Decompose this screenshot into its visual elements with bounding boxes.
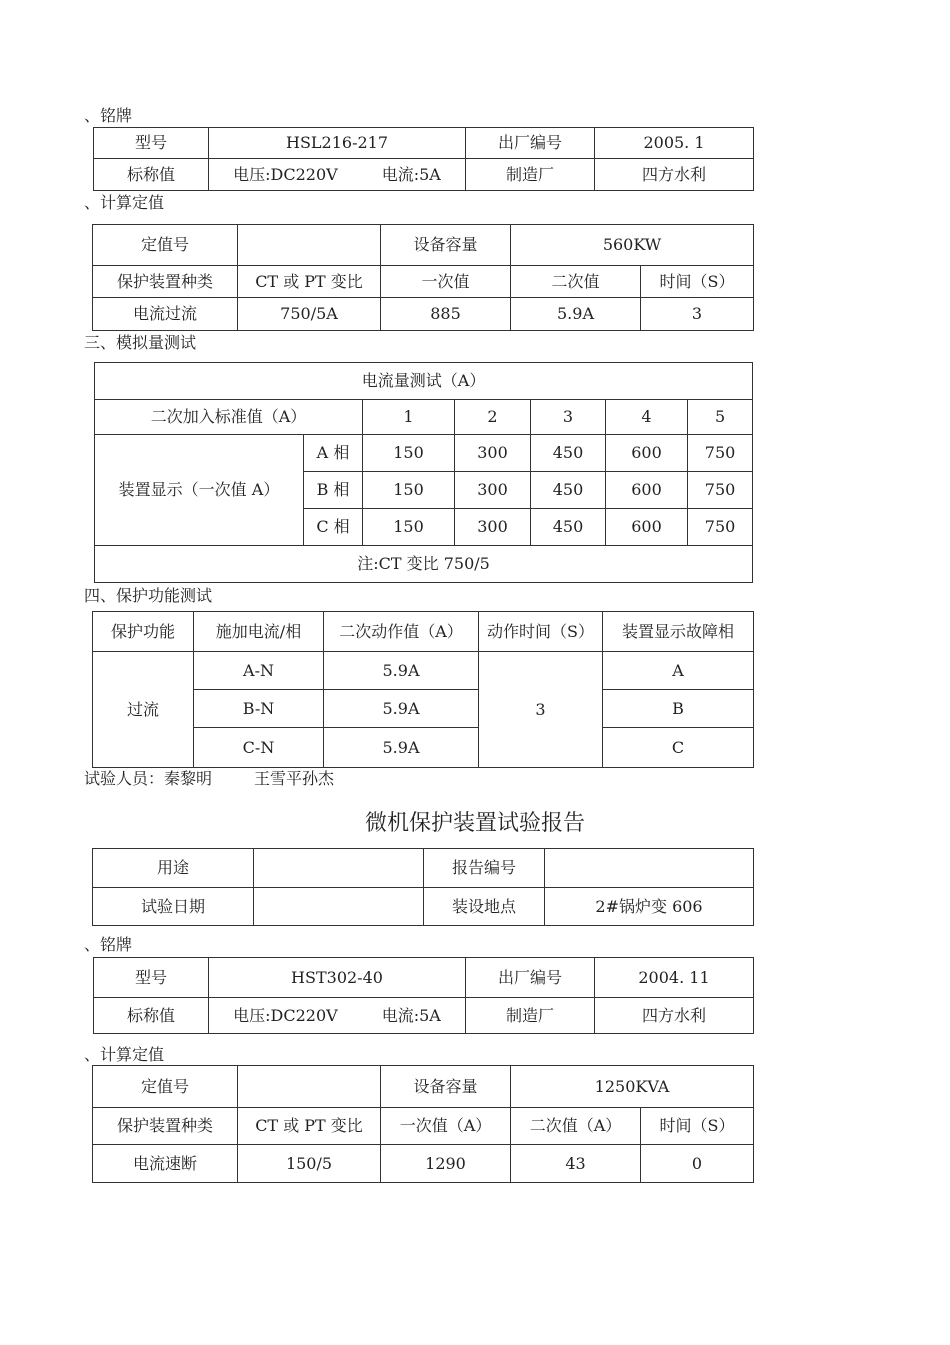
testers-line <box>84 769 334 789</box>
capacity-label: 设备容量 <box>381 225 511 266</box>
calc-header: 二次值 <box>511 266 641 298</box>
calc-cell: 0 <box>641 1145 754 1183</box>
reading-cell: 150 <box>363 509 455 546</box>
serial-label: 出厂编号 <box>466 958 595 998</box>
phase-label: B 相 <box>304 472 363 509</box>
calc-heading-2: 、计算定值 <box>84 1045 165 1064</box>
current-value: 电流:5A <box>381 1005 441 1025</box>
reading-cell: 300 <box>455 435 531 472</box>
standard-value-label: 二次加入标准值（A） <box>95 400 363 435</box>
nameplate-table <box>93 127 754 191</box>
fault-phase-cell: C <box>603 728 754 768</box>
action-time-cell: 3 <box>479 652 603 768</box>
test-point: 3 <box>531 400 606 435</box>
nameplate-heading-2: 、铭牌 <box>84 935 133 954</box>
calc-header: CT 或 PT 变比 <box>238 1108 381 1145</box>
test-date-value <box>254 888 424 926</box>
reading-cell: 450 <box>531 509 606 546</box>
nameplate-table-2 <box>93 957 754 1034</box>
setting-no-label: 定值号 <box>93 1066 238 1108</box>
test-point: 5 <box>688 400 753 435</box>
calc-cell: 43 <box>511 1145 641 1183</box>
display-label: 装置显示（一次值 A） <box>95 435 304 546</box>
protect-header: 动作时间（S） <box>479 612 603 652</box>
phase-cell: C-N <box>194 728 324 768</box>
calc-heading: 、计算定值 <box>84 193 165 212</box>
calc-header: 二次值（A） <box>511 1108 641 1145</box>
calc-header: 一次值 <box>381 266 511 298</box>
phase-label: C 相 <box>304 509 363 546</box>
test-point: 4 <box>606 400 688 435</box>
capacity-label: 设备容量 <box>381 1066 511 1108</box>
fault-phase-cell: A <box>603 652 754 690</box>
reading-cell: 750 <box>688 435 753 472</box>
calc-cell: 电流过流 <box>93 298 238 331</box>
calc-header: CT 或 PT 变比 <box>238 266 381 298</box>
report-header-table <box>92 848 754 926</box>
reading-cell: 300 <box>455 509 531 546</box>
reading-cell: 600 <box>606 472 688 509</box>
analog-table <box>94 362 753 583</box>
model-label: 型号 <box>94 128 209 159</box>
fault-phase-cell: B <box>603 690 754 728</box>
calc-table-2 <box>92 1065 754 1183</box>
action-value-cell: 5.9A <box>324 728 479 768</box>
calc-cell: 3 <box>641 298 754 331</box>
voltage-value: 电压:DC220V <box>233 1005 338 1025</box>
calc-header: 时间（S） <box>641 1108 754 1145</box>
rated-label: 标称值 <box>94 998 209 1034</box>
reading-cell: 750 <box>688 472 753 509</box>
serial-label: 出厂编号 <box>466 128 595 159</box>
report-no-label: 报告编号 <box>424 849 545 888</box>
testers-names: 王雪平孙杰 <box>254 769 335 788</box>
rated-value <box>209 998 466 1034</box>
testers-label: 试验人员：秦黎明 <box>84 769 213 788</box>
calc-cell: 1290 <box>381 1145 511 1183</box>
phase-label: A 相 <box>304 435 363 472</box>
analog-heading: 三、模拟量测试 <box>84 333 197 352</box>
analog-title: 电流量测试（A） <box>95 363 753 400</box>
calc-cell: 150/5 <box>238 1145 381 1183</box>
test-date-label: 试验日期 <box>93 888 254 926</box>
calc-cell: 5.9A <box>511 298 641 331</box>
test-point: 2 <box>455 400 531 435</box>
reading-cell: 750 <box>688 509 753 546</box>
action-value-cell: 5.9A <box>324 690 479 728</box>
phase-cell: B-N <box>194 690 324 728</box>
ct-ratio-note: 注:CT 变比 750/5 <box>95 546 753 583</box>
protect-heading: 四、保护功能测试 <box>84 586 213 605</box>
action-value-cell: 5.9A <box>324 652 479 690</box>
reading-cell: 150 <box>363 472 455 509</box>
location-label: 装设地点 <box>424 888 545 926</box>
current-value: 电流:5A <box>381 164 441 184</box>
setting-no-label: 定值号 <box>93 225 238 266</box>
reading-cell: 450 <box>531 472 606 509</box>
serial-value: 2005. 1 <box>595 128 754 159</box>
nameplate-heading: 、铭牌 <box>84 106 133 125</box>
function-cell: 过流 <box>93 652 194 768</box>
model-label: 型号 <box>94 958 209 998</box>
calc-table <box>92 224 754 331</box>
rated-label: 标称值 <box>94 159 209 191</box>
calc-header: 一次值（A） <box>381 1108 511 1145</box>
protect-header: 施加电流/相 <box>194 612 324 652</box>
capacity-value: 560KW <box>511 225 754 266</box>
calc-header: 保护装置种类 <box>93 266 238 298</box>
setting-no-value <box>238 225 381 266</box>
reading-cell: 600 <box>606 435 688 472</box>
voltage-value: 电压:DC220V <box>233 164 338 184</box>
usage-value <box>254 849 424 888</box>
protection-table <box>92 611 754 768</box>
calc-cell: 885 <box>381 298 511 331</box>
calc-header: 保护装置种类 <box>93 1108 238 1145</box>
calc-cell: 750/5A <box>238 298 381 331</box>
report-no-value <box>545 849 754 888</box>
protect-header: 装置显示故障相 <box>603 612 754 652</box>
reading-cell: 150 <box>363 435 455 472</box>
serial-value: 2004. 11 <box>595 958 754 998</box>
protect-header: 保护功能 <box>93 612 194 652</box>
protect-header: 二次动作值（A） <box>324 612 479 652</box>
maker-value: 四方水利 <box>595 159 754 191</box>
model-value: HST302-40 <box>209 958 466 998</box>
report-title: 微机保护装置试验报告 <box>364 811 585 836</box>
calc-header: 时间（S） <box>641 266 754 298</box>
model-value: HSL216-217 <box>209 128 466 159</box>
location-value: 2#锅炉变 606 <box>545 888 754 926</box>
reading-cell: 450 <box>531 435 606 472</box>
rated-value <box>209 159 466 191</box>
maker-label: 制造厂 <box>466 998 595 1034</box>
reading-cell: 600 <box>606 509 688 546</box>
maker-value: 四方水利 <box>595 998 754 1034</box>
setting-no-value <box>238 1066 381 1108</box>
calc-cell: 电流速断 <box>93 1145 238 1183</box>
maker-label: 制造厂 <box>466 159 595 191</box>
test-point: 1 <box>363 400 455 435</box>
usage-label: 用途 <box>93 849 254 888</box>
reading-cell: 300 <box>455 472 531 509</box>
capacity-value: 1250KVA <box>511 1066 754 1108</box>
phase-cell: A-N <box>194 652 324 690</box>
